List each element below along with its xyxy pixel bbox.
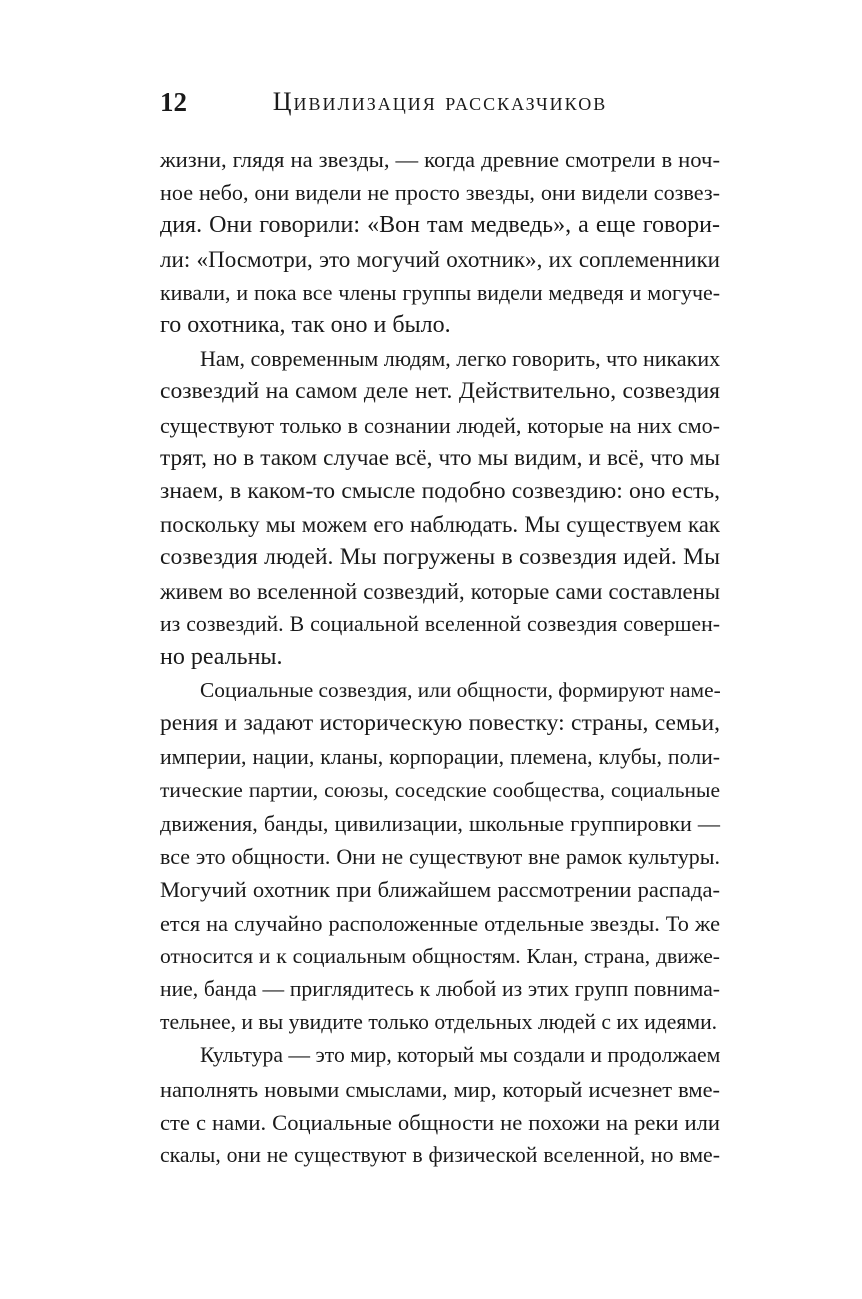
- text-line: тические партии, союзы, соседские сообщества, социальные: [160, 777, 720, 802]
- paragraph: [160, 674, 720, 1039]
- text-line: относится и к социальным общностям. Клан, страна, движе-: [160, 943, 720, 968]
- text-line: кивали, и пока все члены группы видели медведя и могуче-: [160, 279, 720, 305]
- page-number: 12: [160, 87, 187, 117]
- text-line: существуют только в сознании людей, которые на них смо-: [160, 412, 720, 438]
- text-line: Нам, современным людям, легко говорить, что никаких: [200, 346, 721, 372]
- text-line: ется на случайно расположенные отдельные звезды. То же: [160, 910, 720, 936]
- text-line: сте с нами. Социальные общности не похожи на реки или: [160, 1109, 720, 1135]
- text-line: тельнее, и вы увидите только отдельных людей с их идеями.: [160, 1010, 718, 1035]
- text-line: ли: «Посмотри, это могучий охотник», их соплеменники: [160, 245, 720, 272]
- text-line: поскольку мы можем его наблюдать. Мы существуем как: [160, 512, 720, 538]
- text-line: трят, но в таком случае всё, что мы видим, и всё, что мы: [160, 444, 720, 471]
- text-line: наполнять новыми смыслами, мир, который исчезнет вме-: [160, 1076, 720, 1102]
- text-line: ное небо, они видели не просто звезды, они видели созвез-: [160, 180, 720, 206]
- text-line: дия. Они говорили: «Вон там медведь», а еще говори-: [160, 212, 720, 239]
- text-line: движения, банды, цивилизации, школьные группировки —: [160, 811, 720, 837]
- text-line: ние, банда — приглядитесь к любой из этих групп повнима-: [160, 977, 720, 1002]
- paragraph: [160, 342, 720, 674]
- text-line: рения и задают историческую повестку: страны, семьи,: [160, 710, 720, 737]
- text-line: жизни, глядя на звезды, — когда древние смотрели в ноч-: [160, 147, 720, 172]
- running-title: Цивилизация рассказчиков: [272, 87, 608, 116]
- text-line: созвездия людей. Мы погружены в созвездия идей. Мы: [160, 544, 720, 571]
- text-line: Культура — это мир, который мы создали и продолжаем: [200, 1043, 721, 1068]
- text-line: созвездий на самом деле нет. Действительно, созвездия: [160, 378, 720, 405]
- text-line: Могучий охотник при ближайшем рассмотрении распада-: [160, 877, 720, 903]
- text-line: все это общности. Они не существуют вне рамок культуры.: [160, 844, 720, 870]
- running-header: [160, 84, 720, 120]
- paragraph: [160, 143, 720, 342]
- text-line: го охотника, так оно и было.: [160, 312, 451, 339]
- body-text: [160, 143, 720, 1172]
- text-line: Социальные созвездия, или общности, формируют наме-: [200, 678, 721, 703]
- text-line: но реальны.: [160, 644, 283, 671]
- text-line: знаем, в каком-то смысле подобно созвездию: оно есть,: [160, 478, 720, 505]
- text-line: живем во вселенной созвездий, которые сами составлены: [160, 578, 720, 604]
- text-line: империи, нации, кланы, корпорации, племена, клубы, поли-: [160, 744, 720, 769]
- text-line: скалы, они не существуют в физической вселенной, но вме-: [160, 1143, 720, 1168]
- text-line: из созвездий. В социальной вселенной созвездия совершен-: [160, 611, 720, 636]
- paragraph: [160, 1039, 720, 1172]
